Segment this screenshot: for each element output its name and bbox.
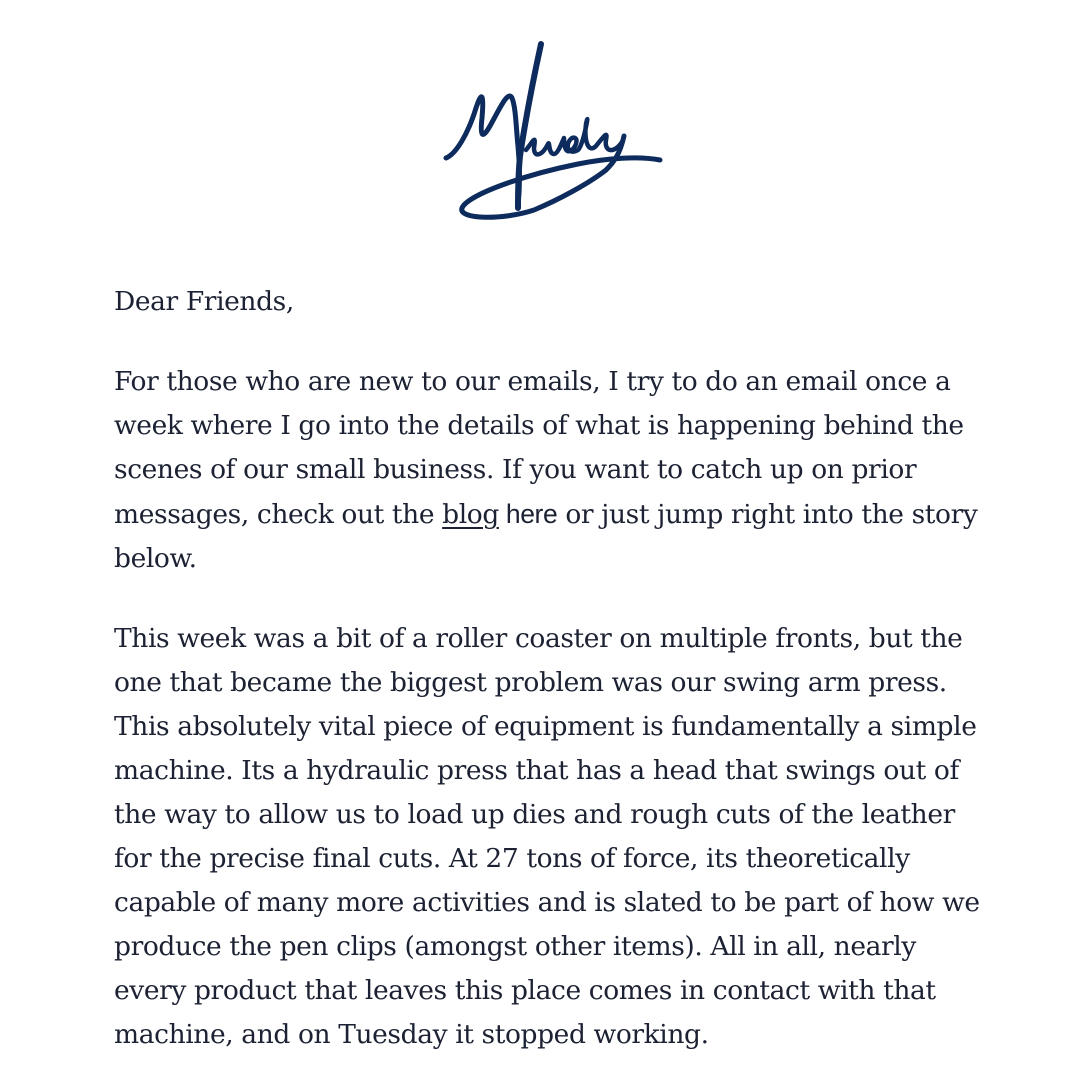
intro-paragraph: [114, 360, 994, 581]
signature-logo: [438, 36, 668, 222]
intro-text-end: or just jump right into the story below.: [114, 499, 978, 574]
greeting: Dear Friends,: [114, 286, 294, 317]
letter-body: [114, 280, 994, 1057]
intro-text-start: For those who are new to our emails, I try to do an email once a week where I go into the details of what is happening behind the scenes of our small business. If you want to catch up on prior messages, check out the: [114, 366, 964, 530]
blog-link-here[interactable]: here: [498, 499, 558, 529]
blog-link[interactable]: blog: [442, 499, 499, 530]
story-paragraph: This week was a bit of a roller coaster on multiple fronts, but the one that became the biggest problem was our swing arm press. This absolutely vital piece of equipment is fundamentally a simple machine. Its a hydraulic press that has a head that swings out of the way to allow us to load up dies and rough cuts of the leather for the precise final cuts. At 27 tons of force, its theoretically capable of many more activities and is slated to be part of how we produce the pen clips (amongst other items). All in all, nearly every product that leaves this place comes in contact with that machine, and on Tuesday it stopped working.: [114, 623, 980, 1050]
